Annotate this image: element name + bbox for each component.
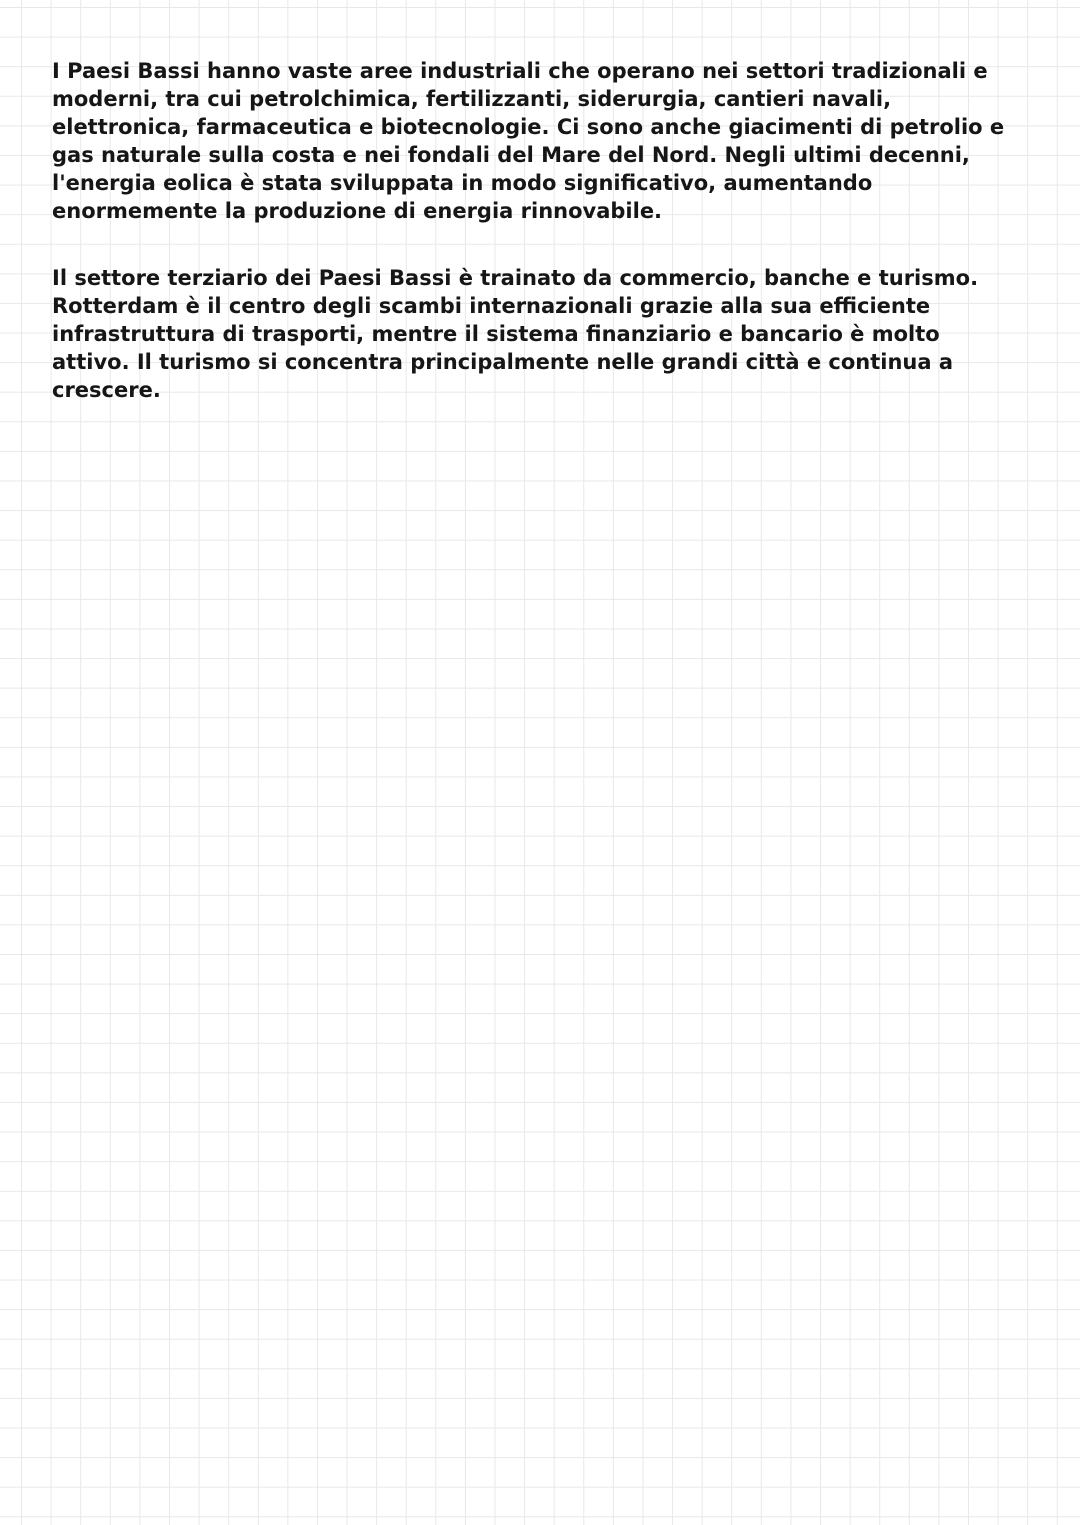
paragraph-tertiary-sector [52,264,1042,404]
text-line: Il settore terziario dei Paesi Bassi è trainato da commercio, banche e turismo. [52,266,979,290]
text-line: elettronica, farmaceutica e biotecnologie. Ci sono anche giacimenti di petrolio e [52,115,1005,139]
text-line: Rotterdam è il centro degli scambi internazionali grazie alla sua efficiente [52,294,931,318]
text-line: gas naturale sulla costa e nei fondali del Mare del Nord. Negli ultimi decenni, [52,143,970,167]
text-line: I Paesi Bassi hanno vaste aree industriali che operano nei settori tradizionali e [52,59,988,83]
paragraph-industry [52,57,1042,225]
text-line: crescere. [52,378,161,402]
text-line: l'energia eolica è stata sviluppata in modo significativo, aumentando [52,171,873,195]
text-line: infrastruttura di trasporti, mentre il sistema finanziario e bancario è molto [52,322,940,346]
text-line: enormemente la produzione di energia rinnovabile. [52,199,663,223]
text-line: attivo. Il turismo si concentra principalmente nelle grandi città e continua a [52,350,954,374]
text-line: moderni, tra cui petrolchimica, fertilizzanti, siderurgia, cantieri navali, [52,87,892,111]
